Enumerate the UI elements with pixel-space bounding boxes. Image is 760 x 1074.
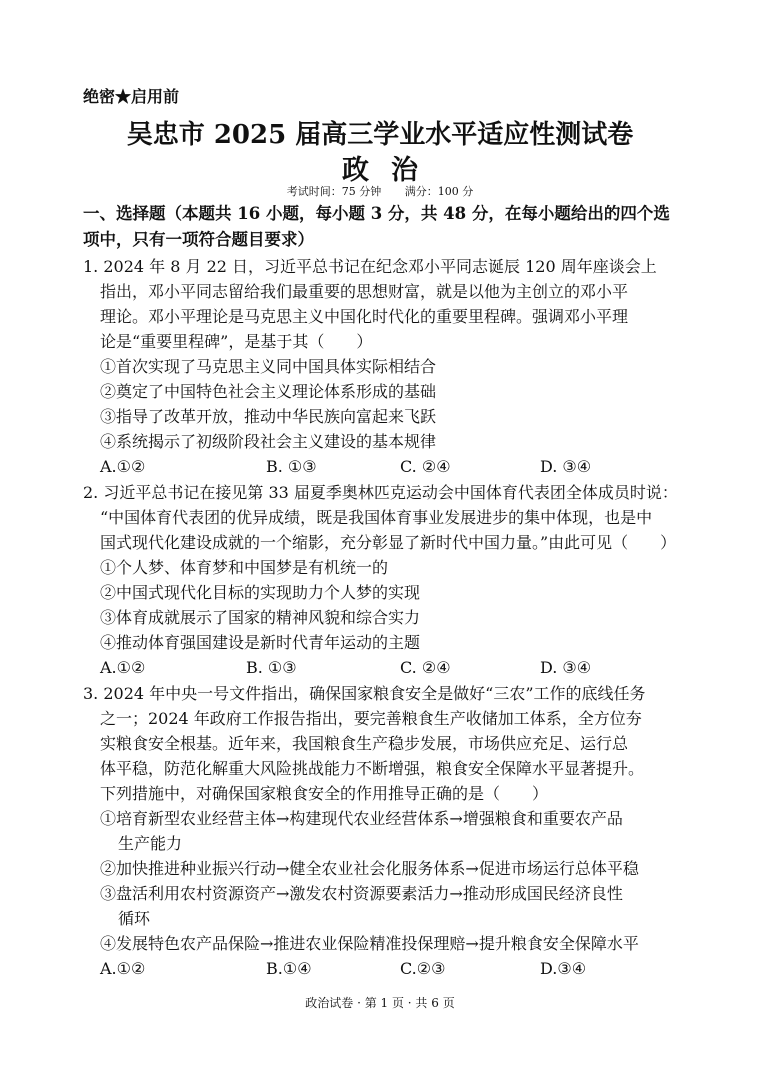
q3-option: ③盘活利用农村资源资产→激发农村资源要素活力→推动形成国民经济良性 bbox=[100, 884, 623, 903]
q2-option: ④推动体育强国建设是新时代青年运动的主题 bbox=[100, 633, 421, 652]
section-heading-line-2: 项中，只有一项符合题目要求） bbox=[83, 230, 314, 249]
q1-option: ①首次实现了马克思主义同中国具体实际相结合 bbox=[100, 357, 437, 376]
q3-choice-d[interactable]: D.③④ bbox=[540, 959, 587, 978]
q2-stem-line: “中国体育代表团的优异成绩，既是我国体育事业发展进步的集中体现，也是中 bbox=[100, 508, 653, 527]
q2-option: ②中国式现代化目标的实现助力个人梦的实现 bbox=[100, 583, 421, 602]
q3-stem-line: 体平稳，防范化解重大风险挑战能力不断增强，粮食安全保障水平显著提升。 bbox=[100, 759, 645, 778]
q2-option: ①个人梦、体育梦和中国梦是有机统一的 bbox=[100, 558, 389, 577]
exam-time: 考试时间：75 分钟 bbox=[286, 185, 382, 198]
q1-option: ②奠定了中国特色社会主义理论体系形成的基础 bbox=[100, 382, 437, 401]
q1-choice-b[interactable]: B. ①③ bbox=[266, 457, 317, 476]
q3-stem-line: 实粮食安全根基。近年来，我国粮食生产稳步发展，市场供应充足、运行总 bbox=[100, 734, 629, 753]
q1-choice-c[interactable]: C. ②④ bbox=[400, 457, 451, 476]
confidential-label: 绝密★启用前 bbox=[83, 87, 180, 106]
q3-choice-a[interactable]: A.①② bbox=[100, 959, 146, 978]
q2-choice-a[interactable]: A.①② bbox=[100, 658, 146, 677]
exam-meta bbox=[0, 183, 760, 199]
q1-stem-line: 1. 2024 年 8 月 22 日，习近平总书记在纪念邓小平同志诞辰 120 周年座谈会上 bbox=[83, 257, 657, 276]
exam-title: 吴忠市 2025 届高三学业水平适应性测试卷 bbox=[126, 120, 634, 150]
q1-choice-d[interactable]: D. ③④ bbox=[540, 457, 592, 476]
q3-stem-line: 之一；2024 年政府工作报告指出，要完善粮食生产收储加工体系，全方位夯 bbox=[100, 709, 642, 728]
exam-score: 满分：100 分 bbox=[404, 185, 474, 198]
q2-stem-line: 国式现代化建设成就的一个缩影，充分彰显了新时代中国力量。”由此可见（ ） bbox=[100, 533, 677, 552]
q3-option-continued: 循环 bbox=[118, 909, 151, 928]
q2-choice-c[interactable]: C. ②④ bbox=[400, 658, 451, 677]
q1-stem-line: 理论。邓小平理论是马克思主义中国化时代化的重要里程碑。强调邓小平理 bbox=[100, 307, 629, 326]
q3-stem-line: 下列措施中，对确保国家粮食安全的作用推导正确的是（ ） bbox=[100, 784, 549, 803]
q3-option: ①培育新型农业经营主体→构建现代农业经营体系→增强粮食和重要农产品 bbox=[100, 809, 623, 828]
q1-option: ④系统揭示了初级阶段社会主义建设的基本规律 bbox=[100, 432, 437, 451]
q1-stem-line: 指出，邓小平同志留给我们最重要的思想财富，就是以他为主创立的邓小平 bbox=[100, 282, 629, 301]
q3-choice-b[interactable]: B.①④ bbox=[266, 959, 312, 978]
q3-option-continued: 生产能力 bbox=[118, 834, 183, 853]
q2-choice-b[interactable]: B. ①③ bbox=[246, 658, 297, 677]
q3-option: ④发展特色农产品保险→推进农业保险精准投保理赔→提升粮食安全保障水平 bbox=[100, 934, 639, 953]
q1-stem-line: 论是“重要里程碑”，是基于其（ ） bbox=[100, 332, 373, 351]
subject-title: 政治 bbox=[342, 155, 440, 186]
q1-choice-a[interactable]: A.①② bbox=[100, 457, 146, 476]
q3-option: ②加快推进种业振兴行动→健全农业社会化服务体系→促进市场运行总体平稳 bbox=[100, 859, 639, 878]
q2-choice-d[interactable]: D. ③④ bbox=[540, 658, 592, 677]
q3-choice-c[interactable]: C.②③ bbox=[400, 959, 446, 978]
q2-option: ③体育成就展示了国家的精神风貌和综合实力 bbox=[100, 608, 421, 627]
q3-stem-line: 3. 2024 年中央一号文件指出，确保国家粮食安全是做好“三农”工作的底线任务 bbox=[83, 684, 646, 703]
q1-option: ③指导了改革开放，推动中华民族向富起来飞跃 bbox=[100, 407, 437, 426]
q2-stem-line: 2. 习近平总书记在接见第 33 届夏季奥林匹克运动会中国体育代表团全体成员时说： bbox=[83, 483, 678, 502]
section-heading-line-1: 一、选择题（本题共 16 小题，每小题 3 分，共 48 分，在每小题给出的四个选 bbox=[83, 204, 670, 223]
page-footer: 政治试卷 · 第 1 页 · 共 6 页 bbox=[305, 996, 455, 1010]
